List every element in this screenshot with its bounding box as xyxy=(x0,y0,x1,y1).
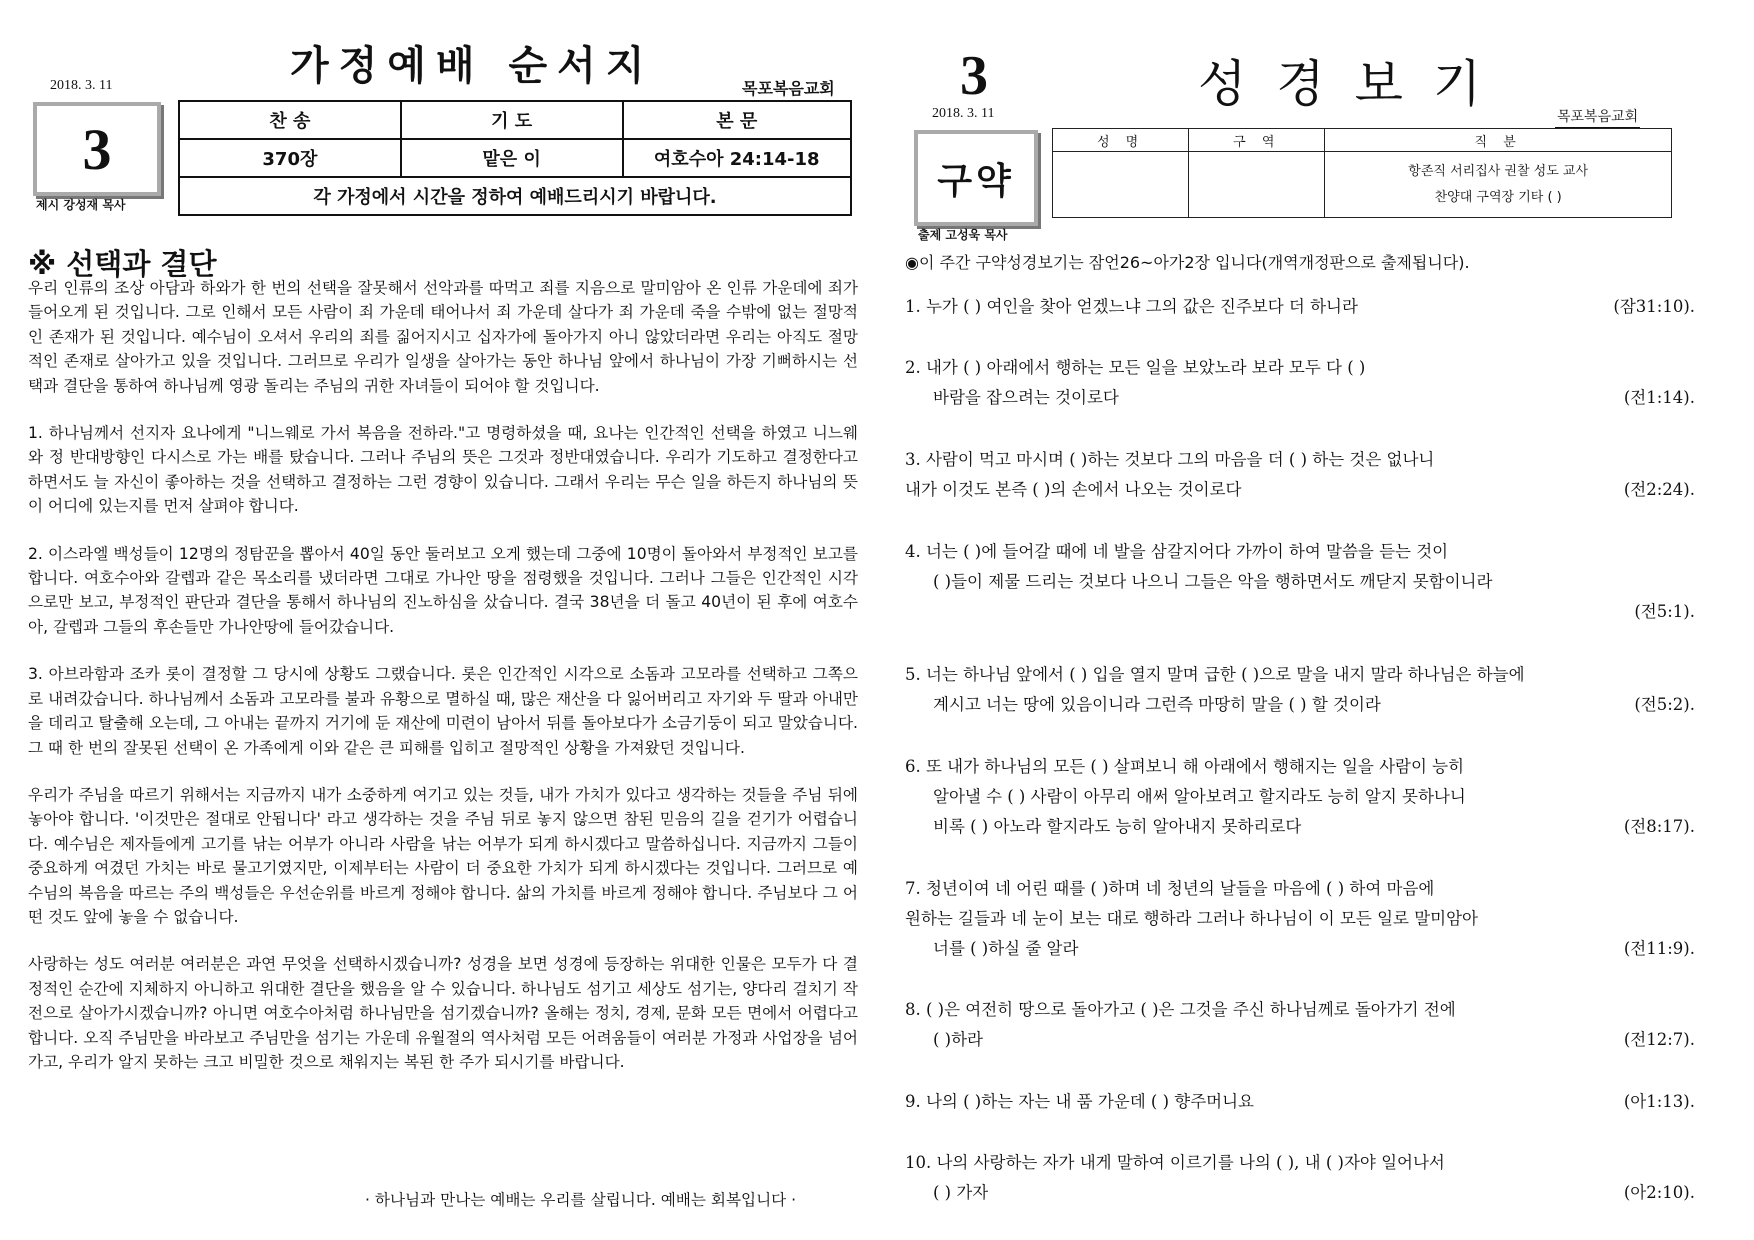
question-reference: (아2:10). xyxy=(1623,1183,1695,1202)
question-text: 9. 나의 ( )하는 자는 내 품 가운데 ( ) 향주머니요 xyxy=(905,1092,1254,1111)
question-4 xyxy=(905,537,1695,627)
question-text: 5. 너는 하나님 앞에서 ( ) 입을 열지 말며 급한 ( )으로 말을 내지 말라 하나님은 하늘에 xyxy=(905,665,1525,684)
name-field[interactable] xyxy=(1053,152,1189,218)
position-options[interactable] xyxy=(1325,152,1672,218)
question-text: 4. 너는 ( )에 들어갈 때에 네 발을 삼갈지어다 가까이 하여 말씀을 듣는 것이 xyxy=(905,542,1449,561)
order-value-scripture: 여호수아 24:14-18 xyxy=(623,139,852,177)
question-6 xyxy=(905,752,1695,842)
right-date: 2018. 3. 11 xyxy=(932,106,995,121)
info-header-name: 성 명 xyxy=(1053,129,1189,152)
sermon-paragraph: 3. 아브라함과 조카 롯이 결정할 그 당시에 상황도 그랬습니다. 롯은 인간적인 시각으로 소돔과 고모라를 선택하고 그쪽으로 내려갔습니다. 하나님께서 소돔과 고모라를 불과 유황으로 멸하실 때, 많은 재산을 다 잃어버리고 자기와 두 딸과 아내만을 데리고 탈출해 오는데, 그 아내는 끝까지 거기에 둔 재산에 미련이 남아서 뒤를 돌아보다가 소금기둥이 되고 말았습니다. 그 때 한 번의 잘못된 선택이 온 가족에게 이와 같은 큰 피해를 입히고 절망적인 상황을 가져왔던 것입니다. xyxy=(28,665,858,757)
question-text: 내가 이것도 본즉 ( )의 손에서 나오는 것이로다 xyxy=(905,480,1242,499)
question-text: 3. 사람이 먹고 마시며 ( )하는 것보다 그의 마음을 더 ( ) 하는 것은 없나니 xyxy=(905,450,1435,469)
question-reference: (전1:14). xyxy=(1623,388,1695,407)
question-5 xyxy=(905,660,1695,720)
question-7 xyxy=(905,874,1695,964)
left-church-name: 목포복음교회 xyxy=(740,76,837,102)
question-reference: (전12:7). xyxy=(1623,1030,1695,1049)
sermon-paragraph: 우리가 주님을 따르기 위해서는 지금까지 내가 소중하게 여기고 있는 것들, 내가 가치가 있다고 생각하는 것들을 주님 뒤에 놓아야 합니다. '이것만은 절대로 안됩니다' 라고 생각하는 것을 주님 뒤로 놓지 않으면 참된 믿음의 길을 걷기가 어렵습니다. 예수님은 제자들에게 고기를 낚는 어부가 아니라 사람을 낚는 어부가 되게 하시겠다고 말씀하십니다. 지금까지 그들이 중요하게 여겼던 가치는 바로 물고기였지만, 이제부터는 사람이 더 중요한 가치가 되게 하시겠다는 것입니다. 그러므로 예수님의 복음을 따르는 주의 백성들은 우선순위를 바르게 정해야 합니다. 삶의 가치를 바르게 정해야 합니다. 주님보다 그 어떤 것도 앞에 놓을 수 없습니다. xyxy=(28,785,858,926)
position-options-line1: 항존직 서리집사 권찰 성도 교사 xyxy=(1408,163,1589,179)
info-header-position: 직 분 xyxy=(1325,129,1672,152)
question-1 xyxy=(905,292,1695,322)
question-reference: (전8:17). xyxy=(1623,817,1695,836)
order-header-prayer: 기 도 xyxy=(401,101,623,139)
week-number: 3 xyxy=(82,116,112,182)
closing-line: · 하나님과 만나는 예배는 우리를 살립니다. 예배는 회복입니다 · xyxy=(365,1191,797,1209)
question-text: 알아낼 수 ( ) 사람이 아무리 애써 알아보려고 할지라도 능히 알지 못하나니 xyxy=(933,787,1466,806)
sermon-paragraph: 사랑하는 성도 여러분 여러분은 과연 무엇을 선택하시겠습니까? 성경을 보면 성경에 등장하는 위대한 인물은 모두가 다 결정적인 순간에 지체하지 아니하고 위대한 결단을 했음을 알 수 있습니다. 하나님도 섬기고 세상도 섬기는, 양다리 걸치기 작전으로 살아가시겠습니까? 아니면 여호수아처럼 하나님만을 섬기겠습니까? 올해는 정치, 경제, 문화 모든 면에서 어렵다고 합니다. 오직 주님만을 바라보고 주님만을 섬기는 가운데 유월절의 역사처럼 모든 어려움들이 여러분 가정과 사업장을 넘어가고, 우리가 알지 못하는 크고 비밀한 것으로 채워지는 복된 한 주가 되시기를 바랍니다. xyxy=(28,955,858,1071)
question-text: 너를 ( )하실 줄 알라 xyxy=(933,939,1079,958)
district-field[interactable] xyxy=(1189,152,1325,218)
worship-order-title: 가정예배 순서지 xyxy=(290,42,655,89)
question-text: 10. 나의 사랑하는 자가 내게 말하여 이르기를 나의 ( ), 내 ( )자야 일어나서 xyxy=(905,1153,1445,1172)
right-church-name: 목포복음교회 xyxy=(1555,106,1640,129)
sermon-paragraph: 1. 하나님께서 선지자 요나에게 "니느웨로 가서 복음을 전하라."고 명령하셨을 때, 요나는 인간적인 선택을 하였고 니느웨와 정 반대방향인 다시스로 가는 배를 탔습니다. 그러나 주님의 뜻은 그것과 정반대였습니다. 우리가 기도하고 결정한다고 하면서도 늘 자신이 좋아하는 것을 선택하고 결정하는 그런 경향이 있습니다. 그래서 우리는 무슨 일을 하든지 하나님의 뜻이 어디에 있는지를 먼저 살펴야 합니다. xyxy=(28,424,858,516)
question-text: 7. 청년이여 네 어린 때를 ( )하며 네 청년의 날들을 마음에 ( ) 하여 마음에 xyxy=(905,879,1435,898)
question-text: 1. 누가 ( ) 여인을 찾아 얻겠느냐 그의 값은 진주보다 더 하니라 xyxy=(905,297,1358,316)
question-reference: (아1:13). xyxy=(1623,1092,1695,1111)
sermon-paragraph: 2. 이스라엘 백성들이 12명의 정탐꾼을 뽑아서 40일 동안 둘러보고 오게 했는데 그중에 10명이 돌아와서 부정적인 보고를 합니다. 여호수아와 갈렙과 같은 목소리를 냈더라면 그대로 가나안 땅을 점령했을 것입니다. 그러나 그들은 인간적인 시각으로만 보고, 부정적인 판단과 결단을 통해서 하나님의 진노하심을 샀습니다. 결국 38년을 더 돌고 40년이 된 후에 여호수아, 갈렙과 그들의 후손들만 가나안땅에 들어갔습니다. xyxy=(28,544,858,636)
question-text: ( )하라 xyxy=(933,1030,983,1049)
question-text: ( )들이 제물 드리는 것보다 나으니 그들은 악을 행하면서도 깨닫지 못함이니라 xyxy=(933,572,1493,591)
writer-caption: 제시 강성재 목사 xyxy=(36,198,126,212)
order-note: 각 가정에서 시간을 정하여 예배드리시기 바랍니다. xyxy=(179,177,851,215)
question-reference: (전5:1). xyxy=(1634,602,1695,621)
old-testament-label: 구약 xyxy=(937,160,1015,202)
worship-order-table xyxy=(178,100,852,216)
quiz-week-number: 3 xyxy=(960,45,988,107)
question-10 xyxy=(905,1148,1695,1208)
info-header-district: 구 역 xyxy=(1189,129,1325,152)
question-reference: (전2:24). xyxy=(1623,480,1695,499)
question-text: ( ) 가자 xyxy=(933,1183,989,1202)
week-number-box xyxy=(33,102,161,196)
question-reference: (잠31:10). xyxy=(1613,297,1695,316)
question-3 xyxy=(905,445,1695,505)
sermon-body xyxy=(28,276,858,1097)
question-2 xyxy=(905,353,1695,413)
position-options-line2: 찬양대 구역장 기타 ( ) xyxy=(1434,189,1562,205)
question-reference: (전5:2). xyxy=(1634,695,1695,714)
participant-info-table xyxy=(1052,128,1672,218)
question-8 xyxy=(905,995,1695,1055)
question-text: 계시고 너는 땅에 있음이니라 그런즉 마땅히 말을 ( ) 할 것이라 xyxy=(933,695,1381,714)
order-value-prayer: 맡은 이 xyxy=(401,139,623,177)
question-text: 6. 또 내가 하나님의 모든 ( ) 살펴보니 해 아래에서 행해지는 일을 사람이 능히 xyxy=(905,757,1465,776)
order-header-scripture: 본 문 xyxy=(623,101,852,139)
setter-caption: 출제 고성욱 목사 xyxy=(918,228,1008,242)
sermon-paragraph: 우리 인류의 조상 아담과 하와가 한 번의 선택을 잘못해서 선악과를 따먹고 죄를 지음으로 말미암아 온 인류 가운데에 죄가 들어오게 된 것입니다. 그로 인해서 모든 사람이 죄 가운데 태어나서 죄 가운데 살다가 죄 가운데 죽을 수밖에 없는 절망적인 존재가 된 것입니다. 예수님이 오셔서 우리의 죄를 짊어지시고 십자가에 돌아가지 아니 않았더라면 우리는 아직도 절망적인 존재로 살아가고 있을 것입니다. 그러므로 우리가 일생을 살아가는 동안 하나님 앞에서 하나님이 가장 기뻐하시는 선택과 결단을 통하여 하나님께 영광 돌리는 주님의 귀한 자녀들이 되어야 할 것입니다. xyxy=(28,279,858,395)
question-text: 2. 내가 ( ) 아래에서 행하는 모든 일을 보았노라 보라 모두 다 ( ) xyxy=(905,358,1366,377)
question-text: 8. ( )은 여전히 땅으로 돌아가고 ( )은 그것을 주신 하나님께로 돌아가기 전에 xyxy=(905,1000,1456,1019)
left-date: 2018. 3. 11 xyxy=(50,78,113,93)
sermon-heading: ※ 선택과 결단 xyxy=(28,247,217,281)
bible-quiz-title: 성경보기 xyxy=(1198,55,1512,113)
old-testament-box xyxy=(914,130,1038,226)
quiz-intro: ◉이 주간 구약성경보기는 잠언26~아가2장 입니다(개역개정판으로 출제됩니다). xyxy=(905,253,1470,272)
order-header-hymn: 찬 송 xyxy=(179,101,401,139)
question-text: 비록 ( ) 아노라 할지라도 능히 알아내지 못하리로다 xyxy=(933,817,1302,836)
question-text: 원하는 길들과 네 눈이 보는 대로 행하라 그러나 하나님이 이 모든 일로 말미암아 xyxy=(905,909,1478,928)
order-value-hymn: 370장 xyxy=(179,139,401,177)
question-text: 바람을 잡으려는 것이로다 xyxy=(933,388,1119,407)
question-reference: (전11:9). xyxy=(1623,939,1695,958)
question-9 xyxy=(905,1087,1695,1117)
